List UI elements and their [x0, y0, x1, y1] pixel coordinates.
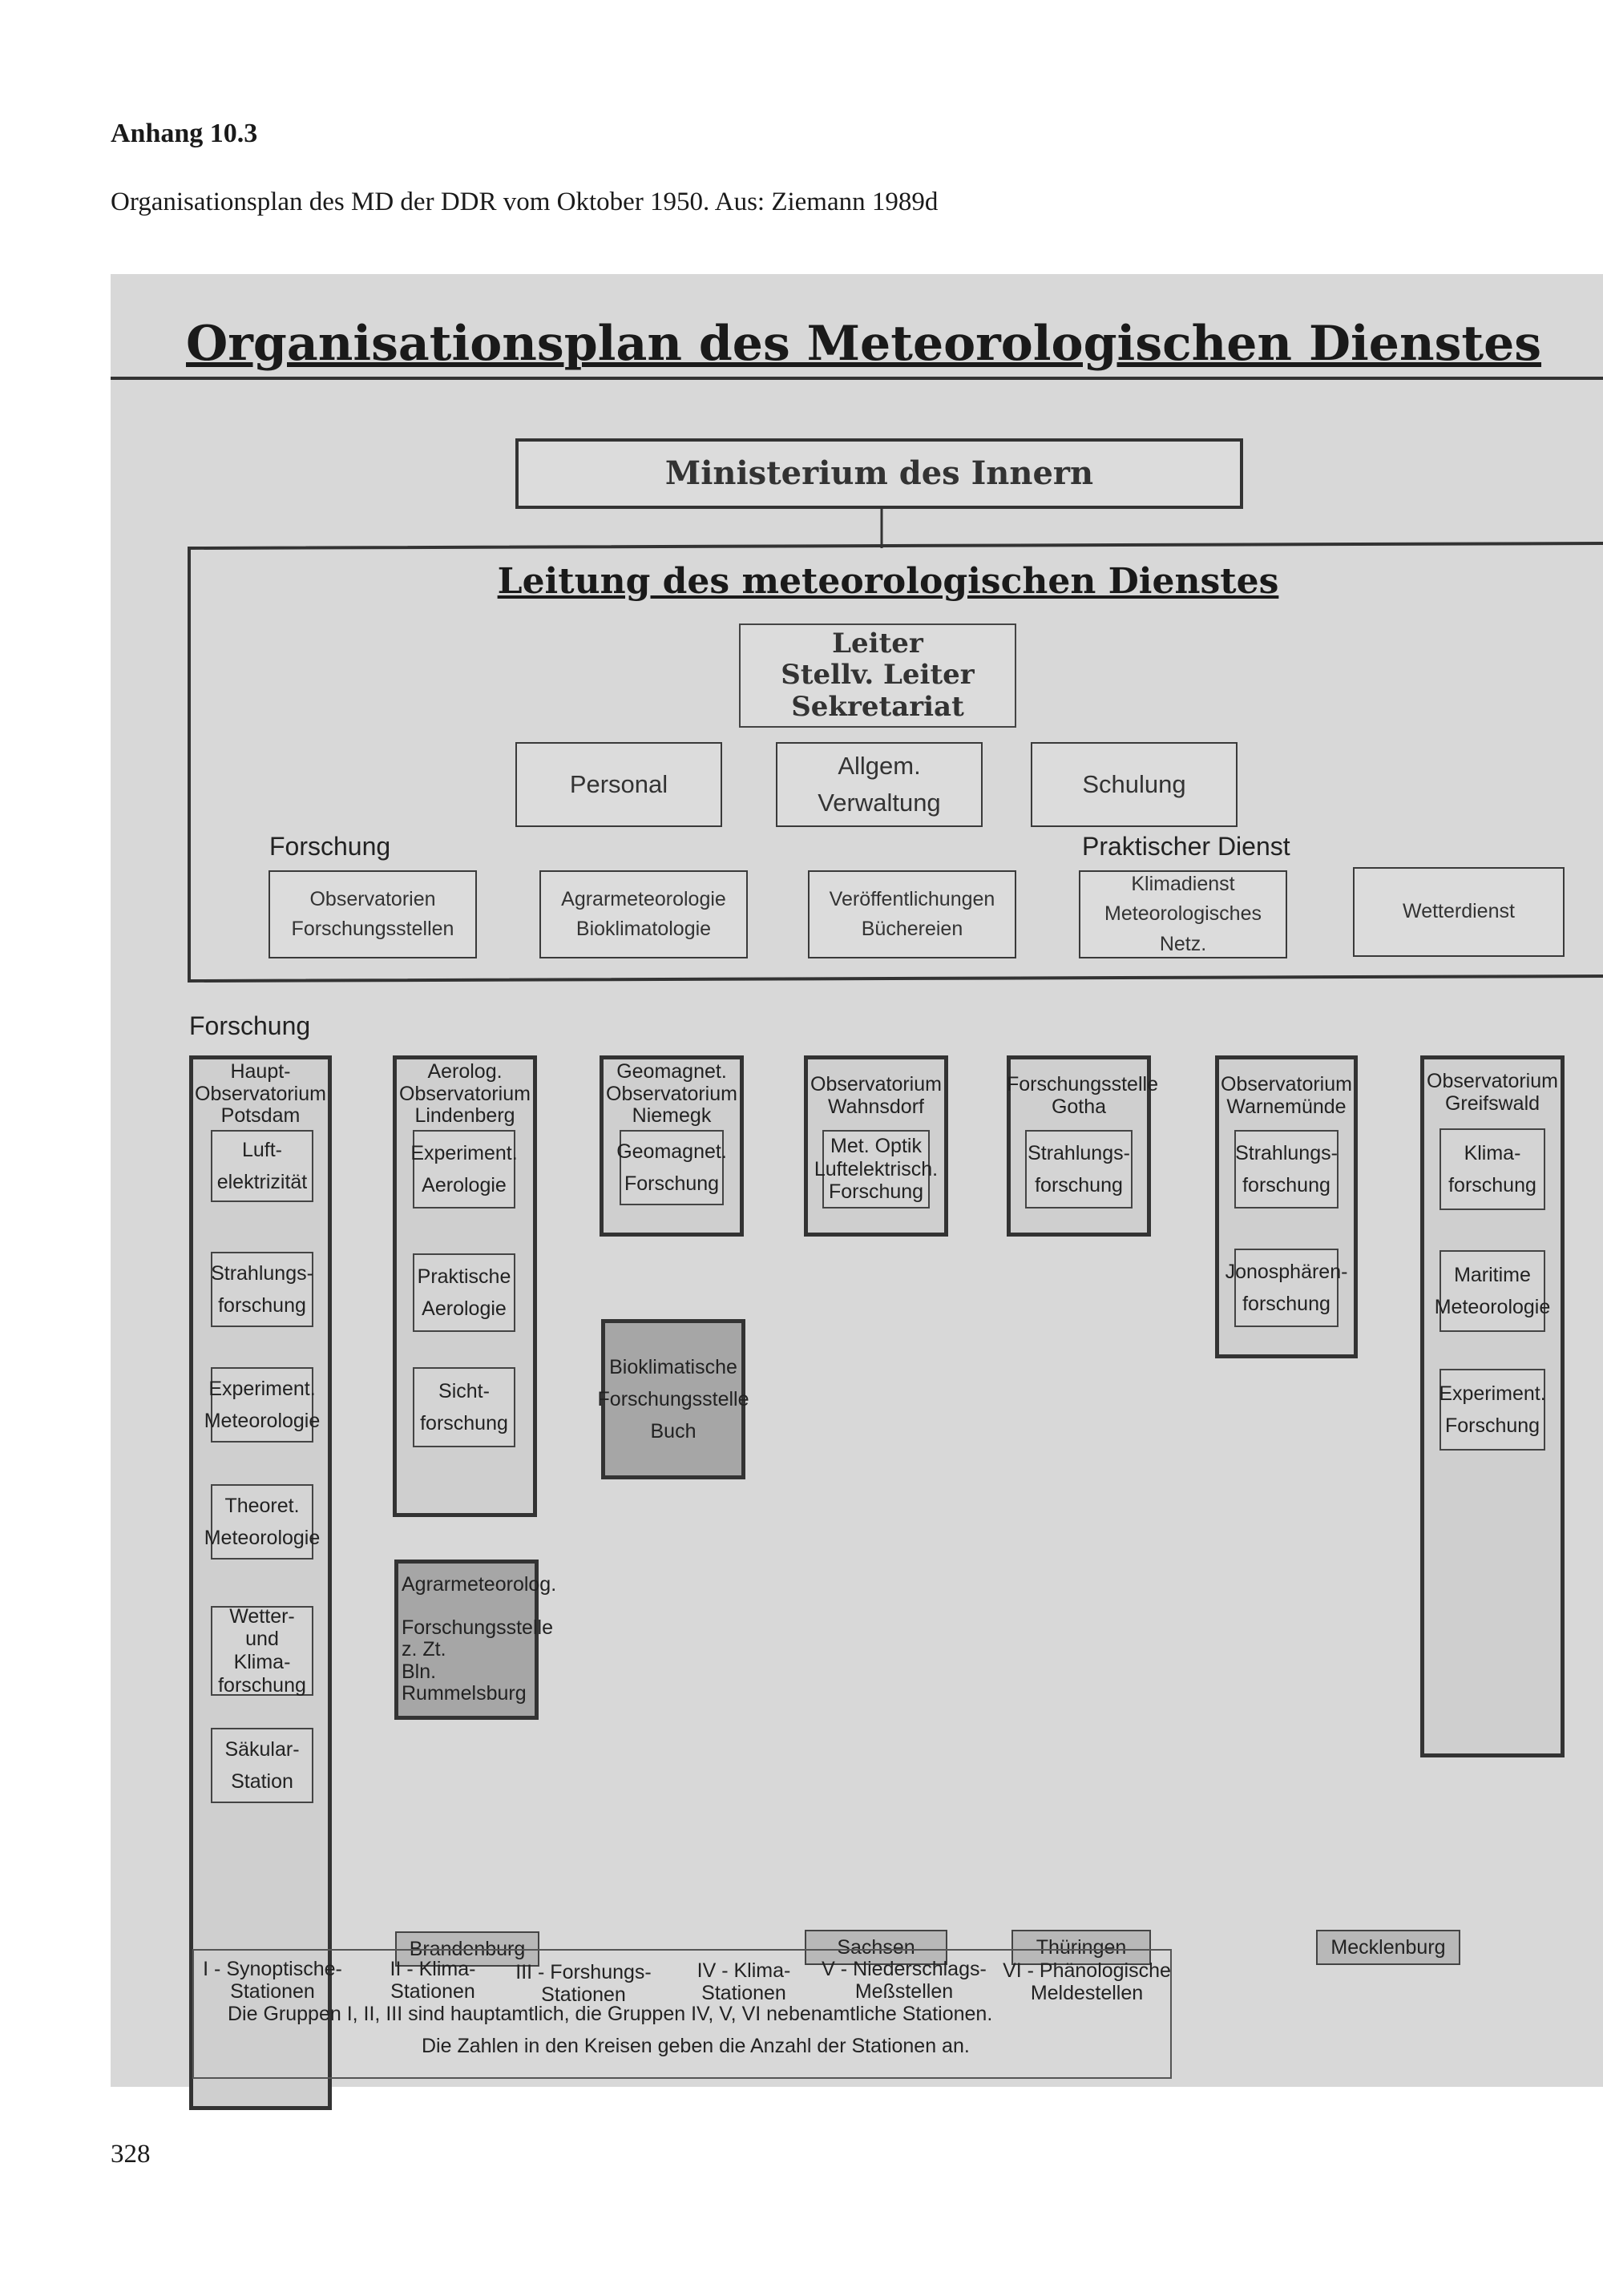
- sekretariat-label: Sekretariat: [791, 690, 964, 723]
- item-box: Wetter- und Klima- forschung: [211, 1606, 313, 1696]
- division-agrarmeteorologie: [539, 870, 748, 958]
- item-box: Strahlungs- forschung: [211, 1252, 313, 1327]
- figure-caption: Organisationsplan des MD der DDR vom Oktober 1950. Aus: Ziemann 1989d: [111, 188, 939, 216]
- leadership-title: Leitung des meteorologischen Dienstes: [497, 561, 1279, 602]
- dept-schulung-label: Schulung: [1082, 769, 1186, 798]
- division-line: Forschungsstellen: [291, 918, 454, 940]
- division-line: Bioklimatologie: [575, 918, 712, 940]
- dept-verwaltung: [776, 742, 983, 827]
- col-head: Observatorium Warnemünde: [1221, 1073, 1352, 1118]
- division-veroeffentlichungen: [808, 870, 1016, 958]
- forschung-section-label: Forschung: [189, 1011, 311, 1040]
- item-box: Sicht- forschung: [413, 1367, 515, 1447]
- region-brandenburg: Brandenburg: [395, 1931, 539, 1967]
- leiter-label: Leiter: [832, 627, 923, 660]
- item-box: Säkular- Station: [211, 1728, 313, 1803]
- item-box: Maritime Meteorologie: [1439, 1250, 1545, 1332]
- ministry-box: [515, 438, 1243, 509]
- division-line: Meteorologisches Netz.: [1104, 902, 1262, 955]
- col-head: Geomagnet. Observatorium Niemegk: [606, 1060, 737, 1127]
- legend-group-2: II - Klima- Stationen: [390, 1958, 476, 2003]
- division-line: Veröffentlichungen: [829, 887, 995, 910]
- item-box: Klima- forschung: [1439, 1128, 1545, 1210]
- col-head: Observatorium Greifswald: [1427, 1070, 1558, 1115]
- division-observatorien: [269, 870, 477, 958]
- legend-group-1: I - Synoptische- Stationen: [203, 1958, 342, 2003]
- dept-schulung: [1031, 742, 1238, 827]
- item-box: Luft- elektrizität: [211, 1130, 313, 1202]
- page-number: 328: [111, 2140, 151, 2169]
- agrarmeteorolog-forschungsstelle: Agrarmeteorolog. Forschungsstelle z. Zt. Bln. Rummelsburg: [394, 1560, 539, 1720]
- division-wetterdienst: [1353, 867, 1565, 957]
- item-box: Strahlungs- forschung: [1234, 1130, 1339, 1209]
- division-line: Wetterdienst: [1403, 900, 1515, 923]
- col-head: Haupt- Observatorium Potsdam: [195, 1060, 326, 1127]
- diagram-panel: [111, 274, 1603, 2087]
- item-box: Experiment. Forschung: [1439, 1369, 1545, 1451]
- appendix-heading: Anhang 10.3: [111, 119, 258, 148]
- legend-group-4: IV - Klima- Stationen: [697, 1959, 791, 2004]
- col-head: Observatorium Wahnsdorf: [810, 1073, 942, 1118]
- legend-group-5: V - Niederschlags- Meßstellen: [822, 1958, 987, 2003]
- item-box: Experiment. Aerologie: [413, 1130, 515, 1209]
- diagram-title: Organisationsplan des Meteorologischen Dienstes: [186, 316, 1542, 372]
- division-line: Agrarmeteorologie: [561, 887, 726, 910]
- praktischer-dienst-label: Praktischer Dienst: [1082, 832, 1290, 861]
- bioklimatische-forschungsstelle: Bioklimatische Forschungsstelle Buch: [601, 1319, 745, 1479]
- forschung-label: Forschung: [269, 832, 391, 861]
- item-box: Met. Optik Luftelektrisch. Forschung: [822, 1130, 930, 1209]
- dept-verwaltung-label: Allgem. Verwaltung: [818, 751, 941, 817]
- item-box: Praktische Aerologie: [413, 1253, 515, 1332]
- division-line: Büchereien: [861, 918, 963, 940]
- item-box: Jonosphären- forschung: [1234, 1249, 1339, 1327]
- region-thueringen: Thüringen: [1011, 1930, 1151, 1965]
- legend-note-1: Die Gruppen I, II, III sind hauptamtlich, die Gruppen IV, V, VI nebenamtliche Stationen.: [228, 2003, 993, 2025]
- leiter-box: [739, 623, 1016, 728]
- item-box: Experiment. Meteorologie: [211, 1367, 313, 1443]
- division-line: Klimadienst: [1131, 872, 1235, 895]
- region-mecklenburg: Mecklenburg: [1316, 1930, 1460, 1965]
- legend-group-3: III - Forshungs- Stationen: [515, 1961, 652, 2006]
- col-head: Forschungsstelle Gotha: [1007, 1073, 1158, 1118]
- ministry-label: Ministerium des Innern: [664, 454, 1094, 492]
- item-box: Geomagnet. Forschung: [620, 1130, 724, 1205]
- legend-group-6: VI - Phänologische Meldestellen: [1003, 1959, 1171, 2004]
- dept-personal-label: Personal: [569, 769, 668, 798]
- stellv-leiter-label: Stellv. Leiter: [781, 659, 975, 692]
- col-head: Aerolog. Observatorium Lindenberg: [399, 1060, 531, 1127]
- dept-personal: [515, 742, 722, 827]
- legend-note-2: Die Zahlen in den Kreisen geben die Anzahl der Stationen an.: [422, 2035, 970, 2057]
- division-klimadienst: [1079, 870, 1287, 958]
- region-sachsen: Sachsen: [805, 1930, 947, 1965]
- item-box: Theoret. Meteorologie: [211, 1484, 313, 1560]
- item-box: Strahlungs- forschung: [1025, 1130, 1133, 1209]
- division-line: Observatorien: [309, 887, 436, 910]
